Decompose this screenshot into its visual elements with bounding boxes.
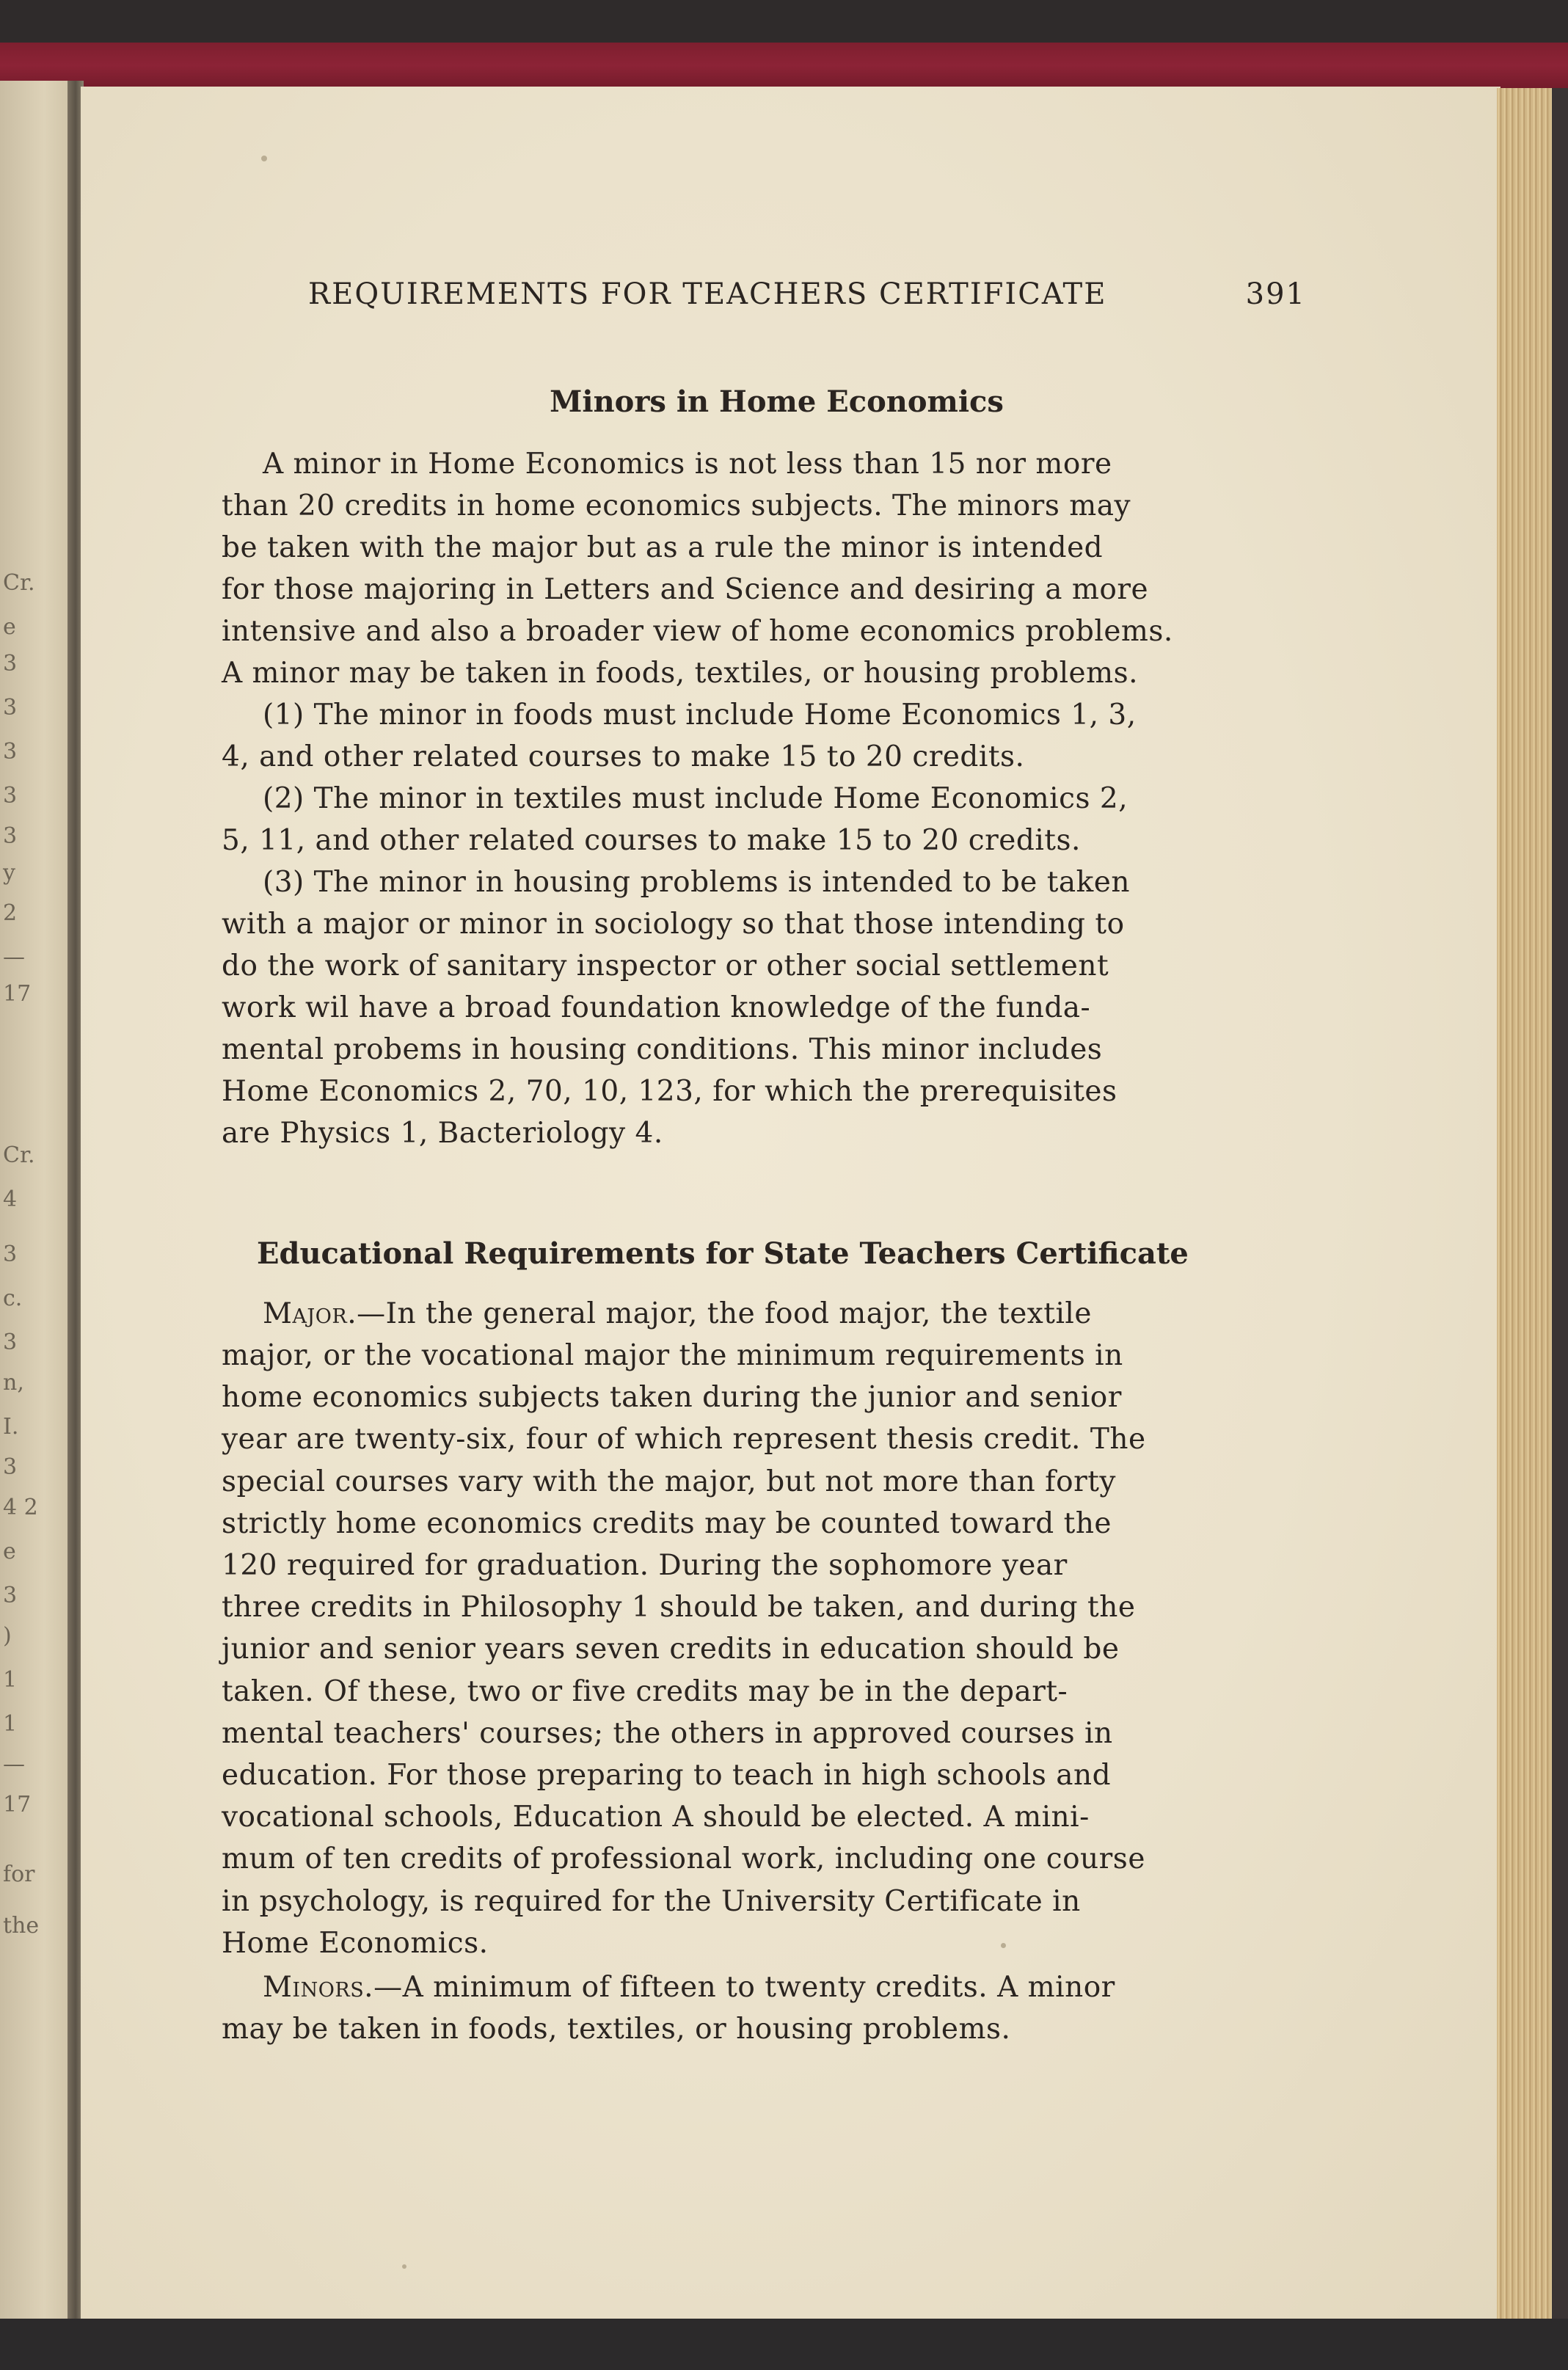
backdrop-top — [0, 0, 1568, 45]
left-page-fragment: 3 — [3, 739, 18, 765]
ink-speck — [261, 156, 267, 161]
left-page-fragment: 17 — [3, 981, 32, 1007]
body-text-line: intensive and also a broader view of home economics problems. — [222, 615, 1173, 648]
left-page-fragment: 2 — [3, 900, 18, 926]
left-page-fragment: 3 — [3, 823, 18, 849]
body-text-line: Home Economics. — [222, 1926, 489, 1960]
major-paragraph-first-line — [263, 1297, 1092, 1330]
body-text-line: mum of ten credits of professional work, including one course — [222, 1842, 1145, 1876]
major-label: Major. — [263, 1297, 357, 1330]
body-text-line: vocational schools, Education A should be elected. A mini- — [222, 1801, 1090, 1834]
left-page-fragment: 17 — [3, 1792, 32, 1817]
left-page-fragment: 3 — [3, 651, 18, 677]
left-page-fragment: e — [3, 1539, 16, 1564]
body-text-line: work wil have a broad foundation knowledge of the funda- — [222, 991, 1091, 1024]
body-text-line: be taken with the major but as a rule the minor is intended — [222, 531, 1104, 564]
left-page-fragment: ) — [3, 1623, 12, 1649]
left-page-fragment: 3 — [3, 695, 18, 721]
running-head-title: REQUIREMENTS FOR TEACHERS CERTIFICATE — [308, 277, 1107, 311]
body-text-line: do the work of sanitary inspector or other social settlement — [222, 949, 1109, 982]
page-edges — [1497, 88, 1556, 2322]
left-page-fragment: 4 — [3, 1186, 18, 1212]
left-page-fragment: — — [3, 944, 25, 970]
minors-label: Minors. — [263, 1971, 374, 2004]
body-text-line: are Physics 1, Bacteriology 4. — [222, 1117, 663, 1150]
section-heading-minors — [0, 384, 1568, 419]
body-text-line: strictly home economics credits may be counted toward the — [222, 1506, 1112, 1540]
body-text-line: junior and senior years seven credits in education should be — [222, 1633, 1120, 1666]
body-text-line: 5, 11, and other related courses to make 15 to 20 credits. — [222, 824, 1081, 857]
body-text-line: with a major or minor in sociology so that those intending to — [222, 908, 1125, 941]
left-page-fragment: 1 — [3, 1667, 18, 1693]
body-text-line: in psychology, is required for the University Certificate in — [222, 1884, 1081, 1918]
body-text-line: mental teachers' courses; the others in approved courses in — [222, 1716, 1113, 1750]
ink-speck — [402, 2264, 406, 2269]
body-text-line: major, or the vocational major the minimum requirements in — [222, 1339, 1123, 1372]
body-text-line: taken. Of these, two or five credits may be in the depart- — [222, 1674, 1068, 1708]
minors-paragraph-first-line — [263, 1971, 1115, 2004]
page-edges-shadow — [1552, 88, 1568, 2322]
left-page-fragment: 3 — [3, 783, 18, 809]
left-page-fragment: c. — [3, 1286, 23, 1311]
body-text-line: mental probems in housing conditions. This minor includes — [222, 1033, 1103, 1066]
left-page-fragment: n, — [3, 1370, 24, 1396]
body-text-line: 120 required for graduation. During the sophomore year — [222, 1549, 1068, 1582]
body-text-line: year are twenty-six, four of which represent thesis credit. The — [222, 1423, 1146, 1456]
left-page-fragment: I. — [3, 1414, 19, 1440]
left-page-fragment: y — [3, 860, 15, 886]
section-heading-minors-text: Minors in Home Economics — [550, 384, 1004, 419]
body-text-line: 4, and other related courses to make 15 to 20 credits. — [222, 740, 1025, 773]
body-text-line: education. For those preparing to teach in high schools and — [222, 1759, 1112, 1792]
left-page-fragment: the — [3, 1913, 40, 1939]
body-text-line: for those majoring in Letters and Science and desiring a more — [222, 573, 1149, 606]
left-page-fragment: — — [3, 1751, 25, 1777]
left-page-fragment: 3 — [3, 1583, 18, 1608]
body-text-line: special courses vary with the major, but not more than forty — [222, 1465, 1116, 1498]
ink-speck — [1001, 1943, 1006, 1948]
backdrop-bottom — [0, 2319, 1568, 2370]
left-page-fragment: Cr. — [3, 570, 35, 596]
body-text-line: (2) The minor in textiles must include Home Economics 2, — [263, 782, 1128, 815]
body-text-line: Home Economics 2, 70, 10, 123, for which the prerequisites — [222, 1075, 1117, 1108]
major-first-line-text: —In the general major, the food major, the textile — [357, 1297, 1092, 1330]
left-page-fragment: 3 — [3, 1454, 18, 1480]
left-page-fragment: 1 — [3, 1711, 18, 1737]
minors-first-line-text: —A minimum of fifteen to twenty credits. A minor — [373, 1971, 1115, 2004]
section-heading-educational-requirements: Educational Requirements for State Teachers Certificate — [257, 1236, 1189, 1271]
body-text-line: than 20 credits in home economics subjects. The minors may — [222, 489, 1131, 522]
body-text-line: (1) The minor in foods must include Home Economics 1, 3, — [263, 699, 1137, 732]
body-text-line: A minor may be taken in foods, textiles, or housing problems. — [222, 657, 1139, 690]
left-page-fragment: 4 2 — [3, 1495, 38, 1520]
left-page-fragment: e — [3, 614, 16, 640]
left-page-fragment: Cr. — [3, 1142, 35, 1168]
left-page-fragment: for — [3, 1862, 35, 1887]
body-text-line: home economics subjects taken during the junior and senior — [222, 1381, 1122, 1415]
left-page-fragment: 3 — [3, 1330, 18, 1355]
left-page-fragment: 3 — [3, 1241, 18, 1267]
body-text-line: A minor in Home Economics is not less than 15 nor more — [263, 448, 1112, 481]
page-number: 391 — [1245, 277, 1306, 311]
body-text-line: (3) The minor in housing problems is intended to be taken — [263, 866, 1131, 899]
body-text-line: may be taken in foods, textiles, or housing problems. — [222, 2013, 1011, 2046]
body-text-line: three credits in Philosophy 1 should be taken, and during the — [222, 1591, 1136, 1625]
